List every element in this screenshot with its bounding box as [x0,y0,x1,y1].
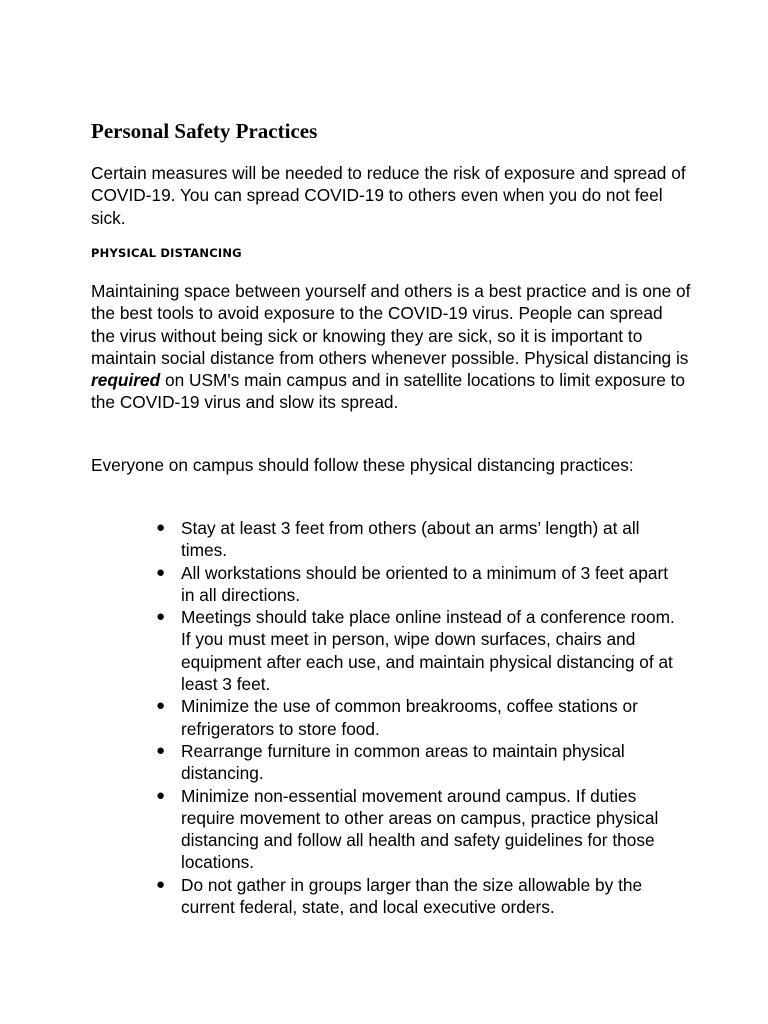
bullet-icon: ● [156,875,166,893]
list-item-text: Do not gather in groups larger than the size allowable by the current federal, state, and local executive orders. [181,874,643,918]
list-item [152,517,682,562]
list-item-text: Meetings should take place online instead of a conference room. If you must meet in person, wipe down surfaces, chairs and equipment after each use, and maintain physical distancing of at least 3 feet. [181,607,675,695]
bullet-icon: ● [156,741,166,759]
list-item [152,785,682,874]
list-item [152,695,682,740]
bullet-icon: ● [156,786,166,804]
list-item [152,874,682,919]
list-item [152,606,682,695]
distancing-paragraph [91,280,691,414]
bullet-icon: ● [156,697,166,715]
page-title: Personal Safety Practices [91,119,318,143]
paragraph-text-after: on USM's main campus and in satellite locations to limit exposure to the COVID-19 virus and slow its spread. [91,370,686,413]
bullet-icon: ● [156,608,166,626]
list-item-text: Rearrange furniture in common areas to maintain physical distancing. [181,740,625,784]
list-item [152,740,682,785]
section-heading: PHYSICAL DISTANCING [91,246,242,260]
list-item-text: All workstations should be oriented to a minimum of 3 feet apart in all directions. [181,562,669,605]
list-item-text: Stay at least 3 feet from others (about an arms’ length) at all times. [181,518,640,561]
practices-list [152,517,682,918]
bullet-icon: ● [156,563,166,581]
bullet-icon: ● [156,519,166,536]
intro-paragraph: Certain measures will be needed to reduce the risk of exposure and spread of COVID-19. You can spread COVID-19 to others even when you do not feel sick. [91,163,686,228]
required-emphasis: required [91,370,161,391]
paragraph-text-before: Maintaining space between yourself and others is a best practice and is one of the best tools to avoid exposure to the COVID-19 virus. People can spread the virus without being sick or knowing they are sick, so it is important to maintain social distance from others whenever possible. Physical distancing is [91,281,691,368]
list-item-text: Minimize the use of common breakrooms, coffee stations or refrigerators to store food. [181,696,638,739]
list-item-text: Minimize non-essential movement around campus. If duties require movement to other areas on campus, practice physical distancing and follow all health and safety guidelines for those locations. [181,785,659,873]
list-intro: Everyone on campus should follow these physical distancing practices: [91,455,634,475]
list-item [152,562,682,607]
